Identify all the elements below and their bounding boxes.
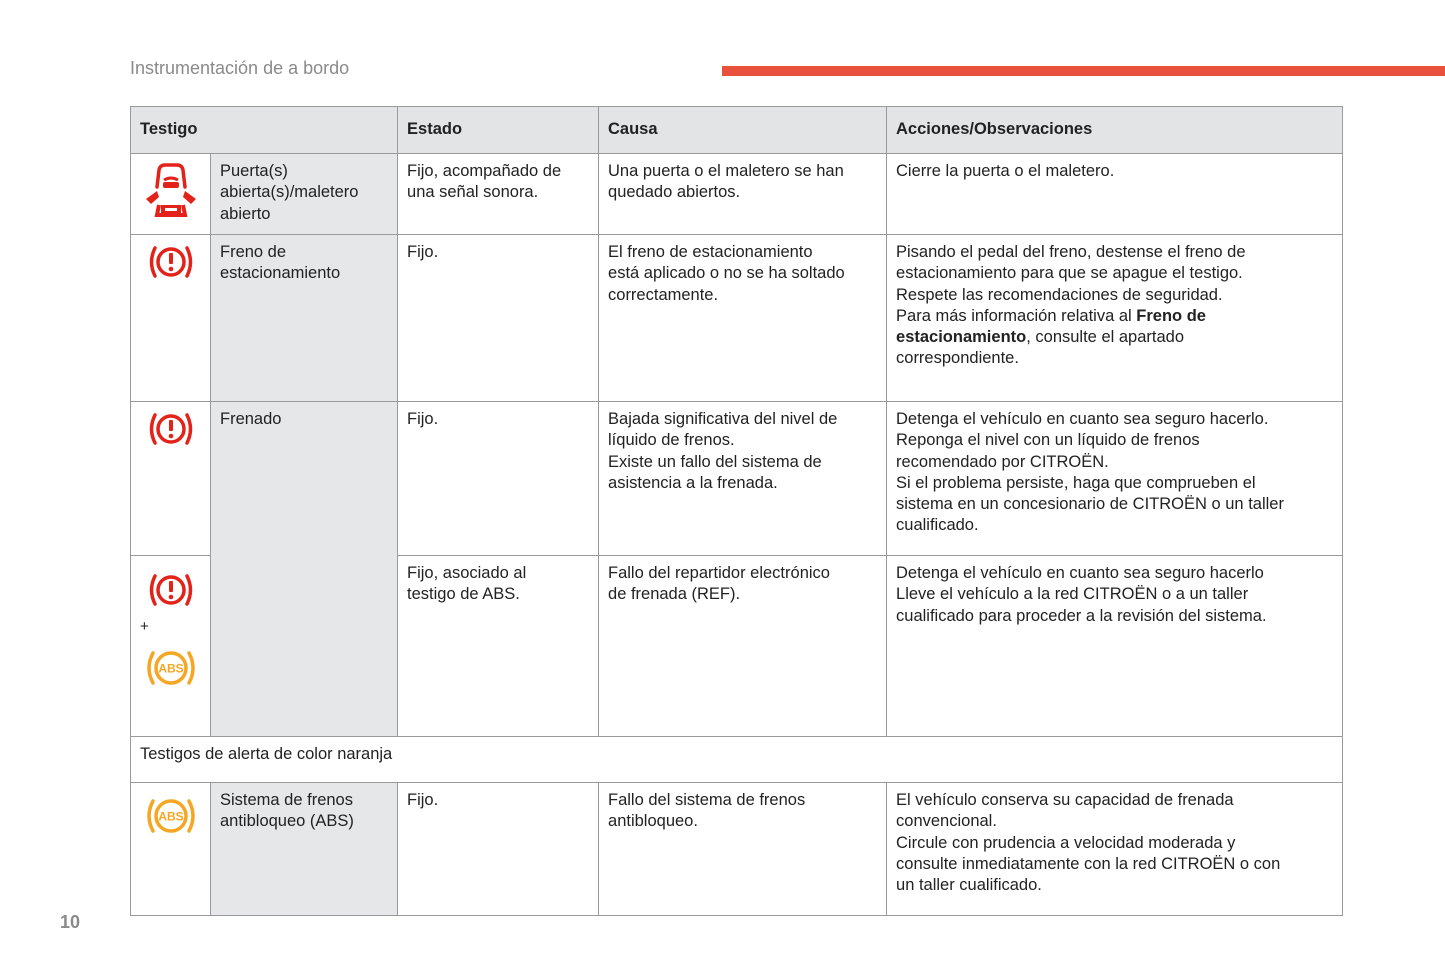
warning-name: Freno de estacionamiento: [211, 235, 398, 402]
table-row: [131, 402, 1343, 556]
warning-name: Puerta(s) abierta(s)/maletero abierto: [211, 154, 398, 235]
icon-cell: [131, 783, 211, 916]
abs-warning-icon: [144, 795, 198, 837]
table-row: [131, 783, 1343, 916]
acciones-cell: El vehículo conserva su capacidad de frenada convencional. Circule con prudencia a velocidad moderada y consulte inmediatamente con la red CITROËN o con un taller cualificado.: [887, 783, 1343, 916]
warning-name: Frenado: [211, 402, 398, 737]
causa-cell: Fallo del sistema de frenos antibloqueo.: [599, 783, 887, 916]
icon-cell: [131, 154, 211, 235]
estado-cell: Fijo, acompañado de una señal sonora.: [398, 154, 599, 235]
table-row: [131, 235, 1343, 402]
column-header-testigo: Testigo: [131, 107, 398, 154]
table-row: [131, 154, 1343, 235]
section-label: Testigos de alerta de color naranja: [131, 737, 1343, 783]
estado-cell: Fijo.: [398, 783, 599, 916]
column-header-acciones: Acciones/Observaciones: [887, 107, 1343, 154]
svg-text:ABS: ABS: [157, 661, 184, 676]
page-number: 10: [60, 912, 81, 932]
brake-warning-icon: [146, 242, 196, 282]
acciones-cell: Detenga el vehículo en cuanto sea seguro hacerlo. Reponga el nivel con un líquido de frenos recomendado por CITROËN. Si el problema persiste, haga que comprueben el sistema en un concesionario de CITROËN o un taller cualificado.: [887, 402, 1343, 556]
causa-cell: El freno de estacionamiento está aplicado o no se ha soltado correctamente.: [599, 235, 887, 402]
link-freno-de: Freno de: [1136, 306, 1206, 325]
section-row: [131, 737, 1343, 783]
abs-warning-icon: [144, 647, 198, 689]
brake-warning-icon: [146, 570, 196, 610]
estado-cell: Fijo.: [398, 235, 599, 402]
icon-cell: [131, 556, 211, 737]
acciones-cell: Pisando el pedal del freno, destense el freno de estacionamiento para que se apague el testigo. Respete las recomendaciones de seguridad. Para más información relativa al Freno de estacionamiento, consulte el apartado correspondiente.: [887, 235, 1343, 402]
column-header-estado: Estado: [398, 107, 599, 154]
icon-cell: [131, 235, 211, 402]
estado-cell: Fijo.: [398, 402, 599, 556]
causa-cell: Una puerta o el maletero se han quedado abiertos.: [599, 154, 887, 235]
table-header-row: [131, 107, 1343, 154]
brake-warning-icon: [146, 409, 196, 449]
column-header-causa: Causa: [599, 107, 887, 154]
acciones-cell: Detenga el vehículo en cuanto sea seguro hacerlo Lleve el vehículo a la red CITROËN o a un taller cualificado para proceder a la revisión del sistema.: [887, 556, 1343, 737]
header-accent-bar: [722, 66, 1445, 76]
warning-name: Sistema de frenos antibloqueo (ABS): [211, 783, 398, 916]
acciones-cell: Cierre la puerta o el maletero.: [887, 154, 1343, 235]
link-estacionamiento: estacionamiento: [896, 328, 1027, 347]
plus-sign: +: [140, 618, 149, 635]
svg-text:ABS: ABS: [157, 809, 184, 824]
door-open-icon: [143, 161, 199, 223]
warning-lights-table: [130, 106, 1343, 916]
causa-cell: Fallo del repartidor electrónico de frenada (REF).: [599, 556, 887, 737]
estado-cell: Fijo, asociado al testigo de ABS.: [398, 556, 599, 737]
section-title: Instrumentación de a bordo: [130, 58, 350, 78]
icon-cell: [131, 402, 211, 556]
causa-cell: Bajada significativa del nivel de líquido de frenos. Existe un fallo del sistema de asistencia a la frenada.: [599, 402, 887, 556]
